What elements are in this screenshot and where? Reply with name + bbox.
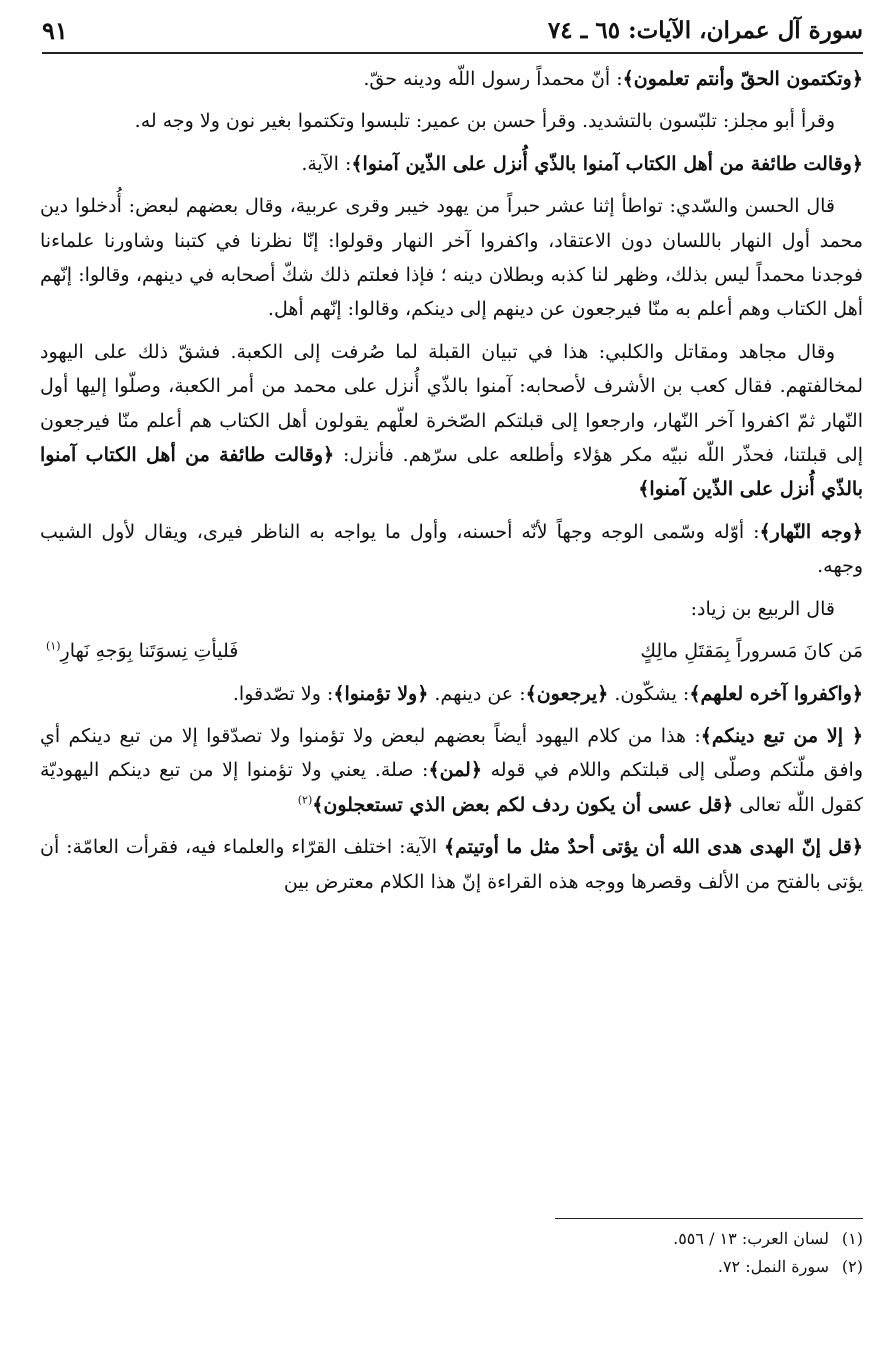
footnote-rule bbox=[555, 1218, 863, 1219]
quran-quote: ﴿وتكتمون الحقّ وأنتم تعلمون﴾ bbox=[622, 68, 863, 90]
footnote-text: لسان العرب: ١٣ / ٥٥٦. bbox=[673, 1229, 829, 1248]
footnote-number: (١) bbox=[841, 1229, 863, 1248]
paragraph-text: : يشكّون. bbox=[608, 682, 690, 705]
poem-hemistich-first: مَن كانَ مَسروراً بِمَقتَلِ مالِكٍ bbox=[640, 640, 863, 663]
quran-quote: ﴿وقالت طائفة من أهل الكتاب آمنوا بالذّي أُنزل على الذّين آمنوا﴾ bbox=[40, 444, 863, 501]
quran-quote: ﴿قل عسى أن يكون ردف لكم بعض الذي تستعجلون﴾ bbox=[312, 793, 734, 816]
paragraph-text: : عن دينهم. bbox=[428, 682, 526, 705]
paragraph-text: الآية: اختلف القرّاء والعلماء فيه، فقرأت العامّة: أن يؤتى بالفتح من الألف وقصرها ووجه هذه القراءة إنّ هذا الكلام معترض بين bbox=[40, 836, 863, 893]
footnote-marker: (١) bbox=[46, 639, 61, 653]
paragraph-text: : هذا من كلام اليهود أيضاً بعضهم لبعض ولا تؤمنوا ولا تصدّقوا إلا من تبع دينكم أي وافق ملّتكم وصلّى إلى قبلتكم واللام في قوله bbox=[40, 724, 863, 782]
paragraph bbox=[40, 147, 863, 181]
paragraph bbox=[40, 62, 863, 96]
header-rule bbox=[42, 52, 863, 54]
poem-hemistich-second: فَليأتِ نِسوَتَنا بِوَجهِ نَهارِ$^{(١)}$ bbox=[46, 639, 239, 663]
paragraph-text: : الآية. bbox=[301, 152, 352, 175]
paragraph bbox=[40, 592, 863, 626]
quran-quote: ﴿واكفروا آخره لعلهم﴾ bbox=[689, 682, 863, 705]
page-number: ٩١ bbox=[42, 15, 68, 45]
footnote-number: (٢) bbox=[841, 1257, 863, 1276]
quran-quote: ﴿يرجعون﴾ bbox=[525, 682, 609, 705]
quran-quote: ﴿لمن﴾ bbox=[428, 759, 482, 782]
paragraph bbox=[40, 677, 863, 711]
quran-quote: ﴿قل إنّ الهدى هدى الله أن يؤتى أحدٌ مثل ما أوتيتم﴾ bbox=[443, 836, 863, 859]
footnote-text: سورة النمل: ٧٢. bbox=[717, 1257, 829, 1276]
quran-quote: ﴿وجه النّهار﴾ bbox=[759, 520, 863, 543]
poem-verse bbox=[40, 634, 863, 668]
footnote bbox=[420, 1226, 863, 1252]
paragraph-text: : أوّله وسّمى الوجه وجهاً لأنّه أحسنه، وأول ما يواجه به الناظر فيرى، ويقال لأول الشيب وجهه. bbox=[40, 520, 863, 578]
quran-quote: ﴿ولا تؤمنوا﴾ bbox=[333, 682, 429, 705]
paragraph-text: : صلة. يعني ولا تؤمنوا إلا من تبع دينكم اليهوديّة كقول اللّه تعالى bbox=[40, 759, 863, 816]
quran-quote: ﴿وقالت طائفة من أهل الكتاب آمنوا بالذّي أُنزل على الذّين آمنوا﴾ bbox=[351, 152, 863, 175]
paragraph-text: : ولا تصّدقوا. bbox=[232, 682, 334, 705]
paragraph-text: وقال مجاهد ومقاتل والكلبي: هذا في تبيان القبلة لما صُرفت إلى الكعبة. فشقّ ذلك على اليهود لمخالفتهم. فقال كعب بن الأشرف لأصحابه: آمنوا بالذّي أُنزل على محمد من أمر الكعبة، وصلّوا إليها أول النّهار ثمّ اكفروا آخر النّهار، وارجعوا إلى قبلتكم الصّخرة لعلّهم يقولون أهل الكتاب هم أعلم منّا فيرجعون إلى قبلتنا، فحذّر اللّه نبيّه مكر هؤلاء وأطلعه على سرّهم. فأنزل: bbox=[40, 340, 863, 467]
paragraph bbox=[40, 719, 863, 822]
paragraph-text: قال الحسن والسّدي: تواطأ إثنا عشر حبراً من يهود خيبر وقرى عربية، وقال بعضهم لبعض: أُدخلوا دين محمد أول النهار باللسان دون الاعتقاد، واكفروا آخر النهار وقولوا: إنّا نظرنا في كتبنا وشاورنا علماءنا فوجدنا محمداً ليس بذلك، وظهر لنا كذبه وبطلان دينه ؛ فإذا فعلتم ذلك شكّ أصحابه في دينهم، وقالوا: إنّهم أهل الكتاب وهم أعلم به منّا فيرجعون عن دينهم إلى دينكم، وقالوا: إنّهم أهل. bbox=[40, 195, 863, 321]
running-title: سورة آل عمران، الآيات: ٦٥ ـ ٧٤ bbox=[547, 16, 863, 44]
footnote bbox=[420, 1254, 863, 1280]
quran-quote: ﴿ إلا من تبع دينكم﴾ bbox=[700, 724, 863, 747]
paragraph-text: : أنّ محمداً رسول اللّه ودينه حقّ. bbox=[363, 68, 623, 90]
main-text bbox=[40, 62, 863, 907]
footnote-marker: (٢) bbox=[297, 793, 313, 807]
page-header bbox=[42, 8, 863, 52]
paragraph bbox=[40, 189, 863, 327]
paragraph bbox=[40, 335, 863, 507]
paragraph-text: وقرأ أبو مجلز: تلبّسون بالتشديد. وقرأ حسن بن عمير: تلبسوا وتكتموا بغير نون ولا وجه له. bbox=[134, 110, 835, 133]
paragraph-text: قال الربيع بن زياد: bbox=[690, 597, 835, 620]
paragraph bbox=[40, 830, 863, 899]
paragraph bbox=[40, 104, 863, 138]
paragraph bbox=[40, 515, 863, 584]
